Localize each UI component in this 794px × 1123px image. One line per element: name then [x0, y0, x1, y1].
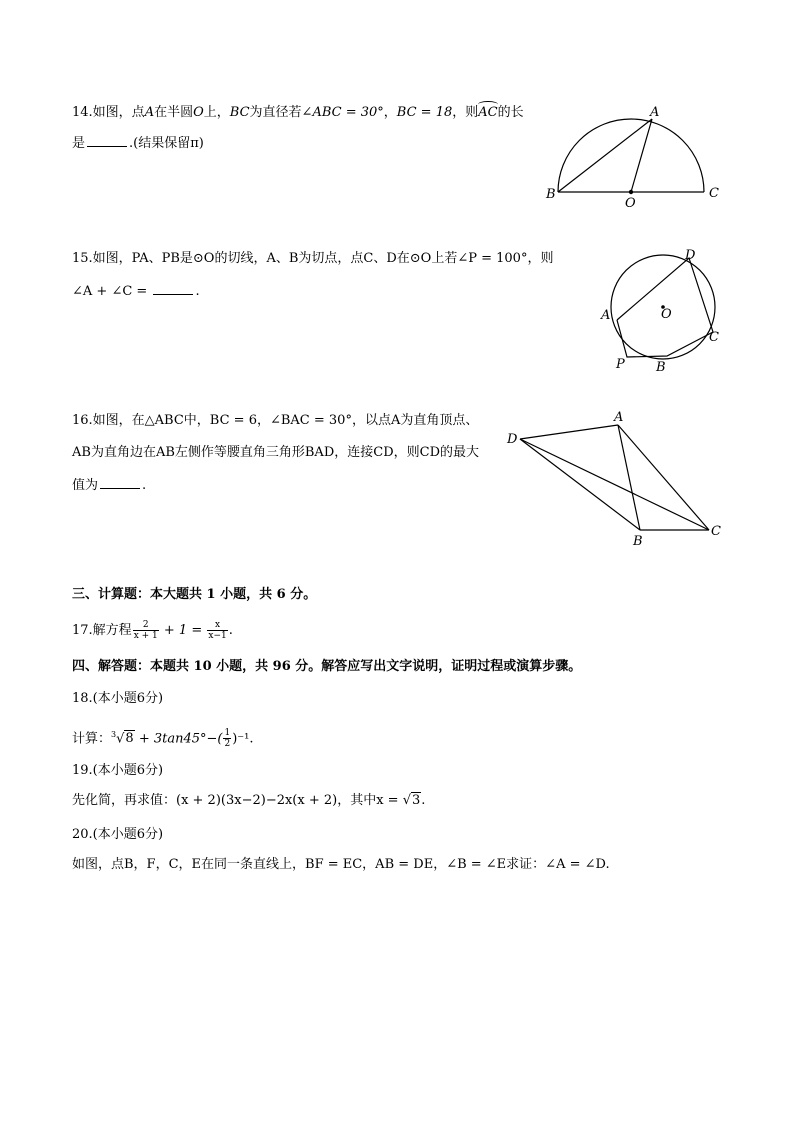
answer-blank	[100, 476, 140, 489]
q16-line2: AB为直角边在AB左侧作等腰直角三角形BAD，连接CD，则CD的最大	[72, 445, 479, 460]
q16-line1: 16.如图，在△ABC中，BC = 6，∠BAC = 30°，以点A为直角顶点、	[72, 413, 479, 428]
q15-line1: 15.如图，PA、PB是⊙O的切线，A、B为切点，点C、D在⊙O上若∠P = 100°，则	[72, 251, 554, 266]
q17: 17.解方程 $\frac{2}{x + 1}$ + 1 = $\frac{x}{x-1}$ .	[72, 620, 233, 641]
q14-line1: 14.如图，点A在半圆O上，BC为直径若∠ABC = 30°，BC = 18，则AC的长	[72, 105, 524, 120]
q16-line3: 值为 .	[72, 478, 147, 493]
q19-body: 先化简，再求值：(x + 2)(3x−2)−2x(x + 2)，其中x = √3.	[72, 793, 426, 808]
q20-head: 20.(本小题6分)	[72, 827, 164, 842]
arc-ac: AC	[478, 105, 498, 120]
q17-fraction-2: $\frac{x}{x-1}$	[208, 620, 227, 641]
q20-body: 如图，点B，F，C，E在同一条直线上，BF = EC，AB = DE，∠B = ∠E求证：∠A = ∠D.	[72, 857, 610, 872]
q15-label-d: D	[685, 248, 696, 263]
q16-label-d: D	[507, 432, 518, 447]
q18-body: 计算：$^3$√8 + 3tan45°−( $\frac{1}{2}$ )⁻¹.	[72, 728, 254, 750]
q15-label-a: A	[601, 308, 611, 323]
q15-label-o: O	[661, 307, 672, 322]
q14-label-a: A	[650, 105, 660, 120]
section-3-heading: 三、计算题：本大题共 1 小题，共 6 分。	[72, 587, 317, 602]
q16-label-c: C	[711, 524, 721, 539]
answer-blank	[153, 282, 193, 295]
q15-label-p: P	[616, 357, 625, 372]
q15-line2: ∠A + ∠C = .	[72, 284, 200, 299]
q16-label-a: A	[614, 410, 624, 425]
section-4-heading: 四、解答题：本题共 10 小题，共 96 分。解答应写出文字说明，证明过程或演算步骤。	[72, 659, 582, 674]
q14-label-b: B	[546, 187, 556, 202]
q14-label-c: C	[709, 186, 719, 201]
q18-fraction: $\frac{1}{2}$	[224, 728, 231, 750]
q16-label-b: B	[633, 534, 643, 549]
answer-blank	[87, 134, 127, 147]
q14-line2: 是 .(结果保留π)	[72, 136, 204, 151]
q15-figure	[595, 245, 735, 375]
q18-head: 18.(本小题6分)	[72, 691, 164, 706]
q19-head: 19.(本小题6分)	[72, 763, 164, 778]
q15-label-c: C	[709, 330, 719, 345]
q17-fraction-1: $\frac{2}{x + 1}$	[133, 620, 158, 641]
q14-figure	[540, 100, 730, 215]
q14-label-o: O	[625, 196, 636, 211]
q15-label-b: B	[656, 360, 666, 375]
q16-figure	[500, 405, 730, 550]
